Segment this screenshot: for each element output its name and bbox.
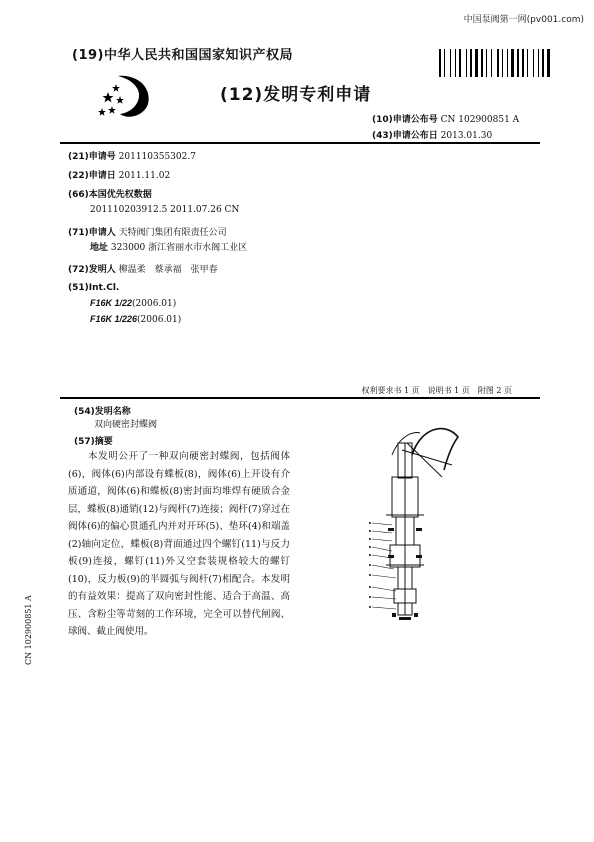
ipc-date: (2006.01) [137, 315, 182, 325]
ipc-label [68, 283, 119, 293]
priority-value-text: 201110203912.5 2011.07.26 CN [90, 205, 240, 215]
patent-office-name: (19)中华人民共和国国家知识产权局 [72, 48, 293, 63]
valve-drawing-figure [352, 415, 462, 630]
side-publication-number: CN 102900851 A [24, 595, 33, 665]
application-date [68, 168, 170, 181]
ipc-item [90, 314, 181, 325]
applicant [68, 225, 227, 238]
ipc-label-text: (51)Int.Cl. [68, 283, 120, 293]
application-number-label: (21)申请号 [68, 152, 116, 162]
publication-date-label: (43)申请公布日 [372, 131, 438, 141]
invention-title: 双向硬密封蝶阀 [94, 420, 158, 430]
section-divider [60, 397, 540, 399]
inventors [68, 262, 218, 275]
priority-value [90, 205, 239, 215]
ipc-code: F16K 1/226 [90, 314, 138, 324]
application-number-value: 201110355302.7 [118, 152, 196, 162]
cnipa-logo-icon [98, 74, 154, 120]
document-type: (12)发明专利申请 [220, 85, 372, 105]
abstract-text: 本发明公开了一种双向硬密封蝶阀，包括阀体(6)，阀体(6)内部设有蝶板(8)，阀体(6)上开设有介质通道，阀体(6)和蝶板(8)密封面均堆焊有硬质合金层，蝶板(8)通销(12)与阀杆(7)连接；阀杆(7)穿过在阀体(6)的偏心贯通孔内并对开环(5)、垫环(4)和端盖(2)轴向定位，蝶板(8)背面通过四个螺钉(11)与反力板(9)连接，螺钉(11)外又空套装规格较大的螺钉(10)，反力板(9)的半圆弧与阀杆(7)相配合。本发明的有益效果：提高了双向密封性能、适合于高温、高压、含粉尘等苛刻的工作环境，完全可以替代闸阀、球阀、截止阀使用。 [68, 451, 290, 637]
publication-date-value: 2013.01.30 [440, 131, 493, 141]
address-label: 地址 [90, 243, 109, 253]
inventor-label: (72)发明人 [68, 265, 116, 275]
address-value: 323000 浙江省丽水市水阁工业区 [110, 243, 248, 253]
application-date-label: (22)申请日 [68, 171, 116, 181]
applicant-value: 天特阀门集团有限责任公司 [118, 228, 227, 238]
publication-number-value: CN 102900851 A [440, 115, 520, 125]
ipc-item [90, 298, 176, 309]
address [90, 240, 247, 253]
application-date-value: 2011.11.02 [118, 171, 171, 181]
ipc-code: F16K 1/22 [90, 298, 133, 308]
page-count-summary: 权利要求书 1 页 说明书 1 页 附图 2 页 [361, 386, 512, 395]
title-label: (54)发明名称 [74, 407, 131, 417]
inventor-value: 柳温柔 蔡承福 张甲春 [118, 265, 218, 275]
priority-label [68, 187, 152, 200]
ipc-date: (2006.01) [132, 299, 177, 309]
applicant-label: (71)申请人 [68, 228, 116, 238]
source-watermark: 中国泵阀第一网(pv001.com) [463, 15, 584, 25]
application-number [68, 149, 196, 162]
publication-number-label: (10)申请公布号 [372, 115, 438, 125]
publication-number [372, 112, 519, 125]
priority-label-text: (66)本国优先权数据 [68, 190, 152, 200]
header-divider [60, 142, 540, 144]
abstract-label: (57)摘要 [74, 437, 113, 447]
publication-date [372, 128, 492, 141]
barcode [439, 49, 553, 77]
